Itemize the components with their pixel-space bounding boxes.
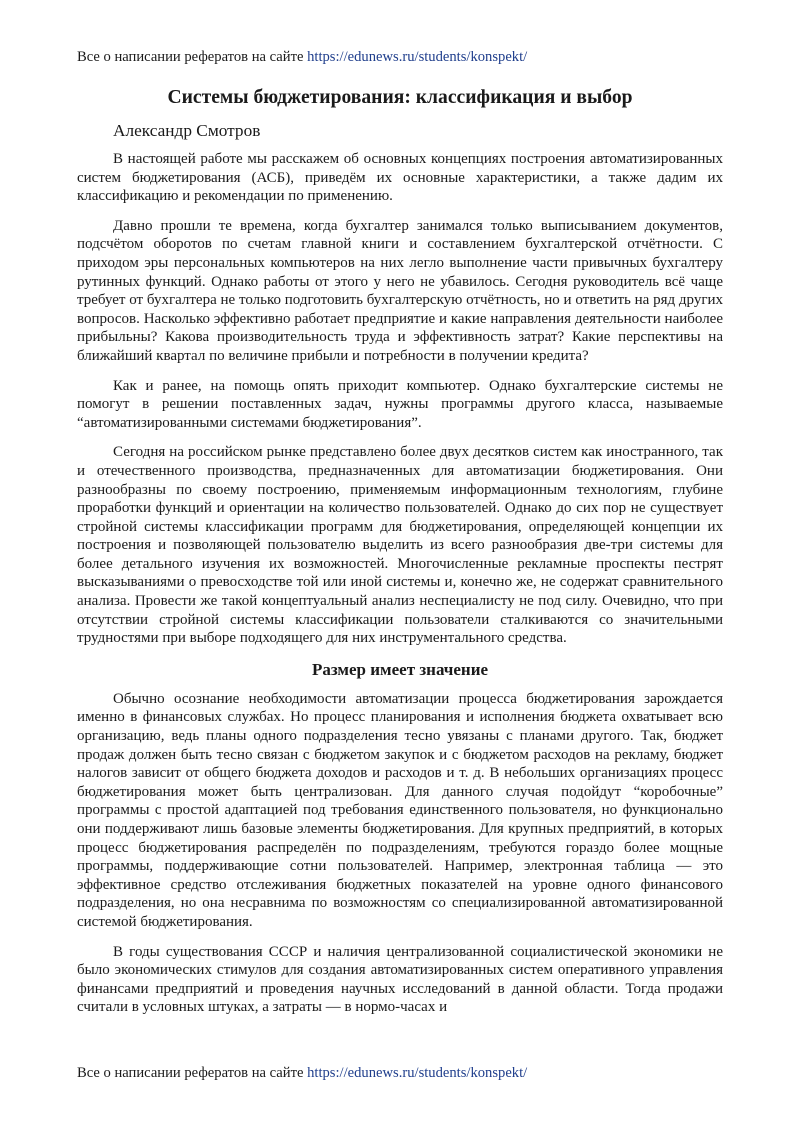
page-header <box>77 48 527 66</box>
paragraph: Сегодня на российском рынке представлено более двух десятков систем как иностранного, так и отечественного производства, предназначенных для автоматизации бюджетирования. Они разнообразны по своему построению, применяемым информационным технологиям, глубине проработки функций и ориентации на количество пользователей. Однако до сих пор не существует стройной системы классификации программ для бюджетирования, определяющей концепции их построения и позволяющей пользователю выделить из всего разнообразия две-три системы для более детального изучения их возможностей. Многочисленные рекламные проспекты пестрят высказываниями о превосходстве той или иной системы и, конечно же, не содержат сравнительного анализа. Провести же такой концептуальный анализ неспециалисту не под силу. Очевидно, что при отсутствии стройной системы классификации пользователи сталкиваются со значительными трудностями при выборе подходящего для них инструментального средства. <box>77 444 723 647</box>
paragraph: Обычно осознание необходимости автоматизации процесса бюджетирования зарождается именно в финансовых службах. Но процесс планирования и исполнения бюджета охватывает всю организацию, ведь планы одного подразделения тесно увязаны с планами другого. Так, бюджет продаж должен быть тесно связан с бюджетом закупок и с бюджетом расходов на рекламу, бюджет налогов зависит от общего бюджета доходов и расходов и т. д. В небольших организациях процесс бюджетирования может быть централизован. Для данного случая подойдут “коробочные” программы с простой адаптацией под требования единственного пользователя, но функционально они поддерживают лишь базовые элементы бюджетирования. Для крупных предприятий, в которых процесс бюджетирования распределён по подразделениям, требуются гораздо более мощные программы, поддерживающие сотни пользователей. Например, электронная таблица — это эффективное средство отслеживания бюджетных показателей на уровне одного финансового подразделения, но она несравнима по возможностям со специализированной автоматизированной системой бюджетирования. <box>77 690 723 930</box>
page-footer <box>77 1064 527 1082</box>
section-heading: Размер имеет значение <box>311 659 489 679</box>
header-text: Все о написании рефератов на сайте <box>77 49 304 65</box>
article-author: Александр Смотров <box>113 121 261 140</box>
paragraph: В годы существования СССР и наличия централизованной социалистической экономики не было экономических стимулов для создания автоматизированных систем оперативного управления финансами предприятий и проведения научных исследований в данной области. Тогда продажи считали в условных штуках, а затраты — в нормо-часах и <box>77 943 723 1016</box>
paragraph: В настоящей работе мы расскажем об основных концепциях построения автоматизированных систем бюджетирования (АСБ), приведём их основные характеристики, а также дадим их классификацию и рекомендации по применению. <box>77 151 723 205</box>
article <box>77 86 723 1028</box>
header-link[interactable]: https://edunews.ru/students/konspekt/ <box>307 49 528 65</box>
paragraph: Как и ранее, на помощь опять приходит компьютер. Однако бухгалтерские системы не помогут в решении поставленных задач, нужны программы другого класса, называемые “автоматизированными системами бюджетирования”. <box>77 377 723 431</box>
paragraph: Давно прошли те времена, когда бухгалтер занимался только выписыванием документов, подсчётом оборотов по счетам главной книги и составлением бухгалтерской отчётности. С приходом эры персональных компьютеров на них легло выполнение части привычных бухгалтеру рутинных функций. Однако работы от этого у него не убавилось. Сегодня руководитель всё чаще требует от бухгалтера не только подготовить бухгалтерскую отчётность, но и ответить на ряд других вопросов. Насколько эффективно работает предприятие и какие направления деятельности наиболее прибыльны? Какова производительность труда и эффективность затрат? Какие перспективы на ближайший квартал по величине прибыли и потребности в получении кредита? <box>77 217 723 364</box>
article-title: Системы бюджетирования: классификация и выбор <box>167 87 633 108</box>
footer-link[interactable]: https://edunews.ru/students/konspekt/ <box>307 1065 528 1081</box>
footer-text: Все о написании рефератов на сайте <box>77 1065 304 1081</box>
